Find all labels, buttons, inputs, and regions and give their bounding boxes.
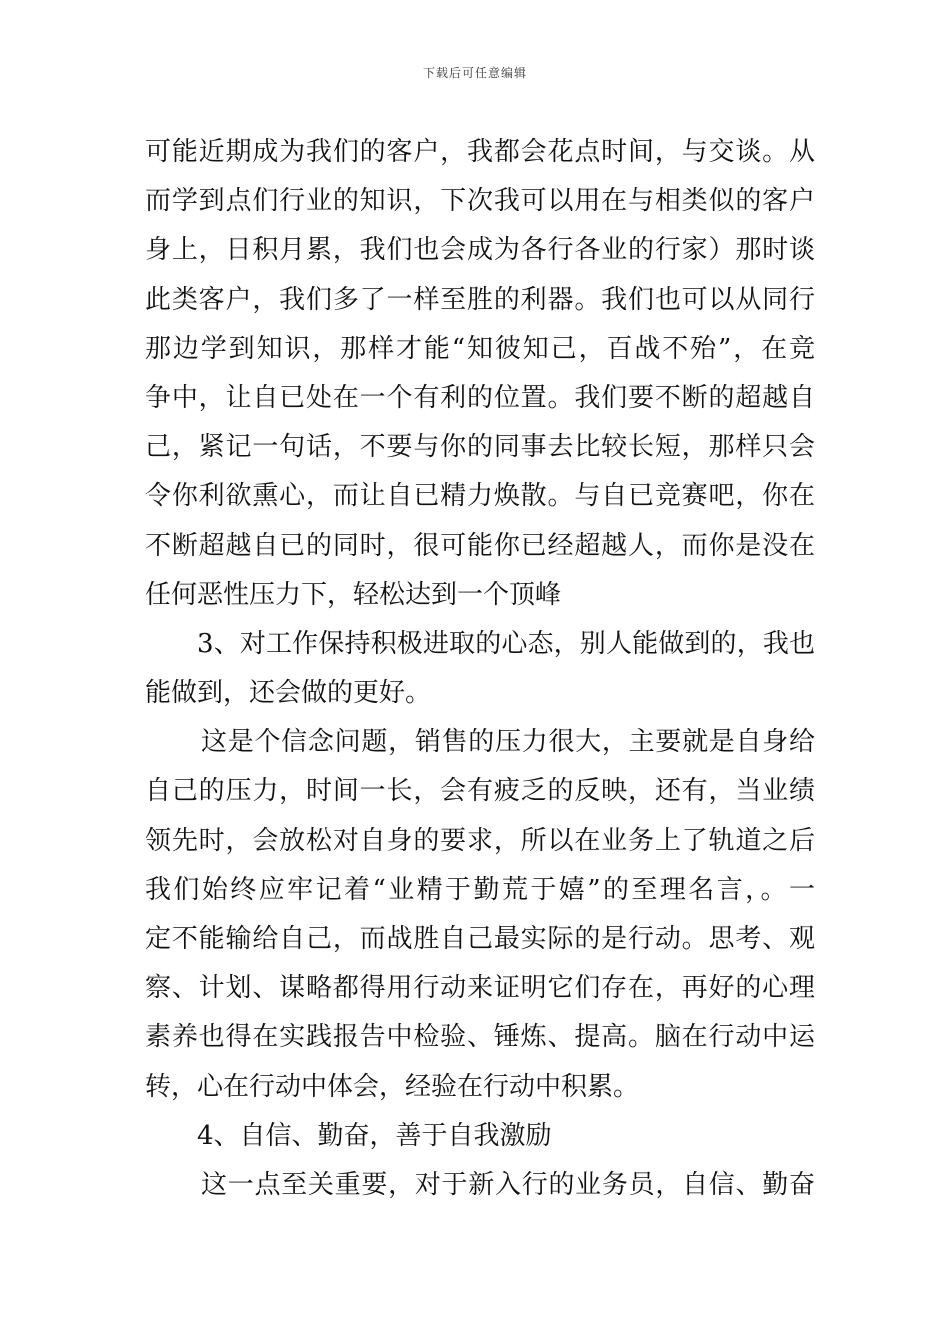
text-line: 自己的压力，时间一长，会有疲乏的反映，还有，当业绩 — [145, 776, 815, 807]
paragraph-belief — [145, 718, 815, 1112]
text-line: 定不能输给自己，而战胜自己最实际的是行动。思考、观 — [145, 924, 815, 954]
text-line: 转，心在行动中体会，经验在行动中积累。 — [145, 1071, 640, 1102]
section-heading-3 — [145, 620, 815, 718]
text-line: 素养也得在实践报告中检验、锤炼、提高。脑在行动中运 — [145, 1022, 815, 1053]
text-line: 这一点至关重要，对于新入行的业务员，自信、勤奋 — [201, 1169, 815, 1200]
paragraph-confidence — [145, 1161, 815, 1210]
text-line: 3、对工作保持积极进取的心态，别人能做到的，我也 — [197, 628, 815, 659]
text-line: 不断超越自已的同时，很可能你已经超越人，而你是没在 — [145, 530, 815, 561]
text-line: 那边学到知识，那样才能“知彼知己，百战不殆”，在竞 — [145, 333, 815, 364]
paragraph-customer-learning — [145, 128, 815, 620]
text-line: 而学到点们行业的知识，下次我可以用在与相类似的客户 — [145, 186, 815, 217]
text-line: 能做到，还会做的更好。 — [145, 678, 432, 709]
text-line: 4、自信、勤奋，善于自我激励 — [197, 1120, 552, 1151]
document-body — [145, 128, 815, 1210]
text-line: 争中，让自已处在一个有利的位置。我们要不断的超越自 — [145, 382, 815, 413]
text-line: 我们始终应牢记着“业精于勤荒于嬉”的至理名言，。一 — [145, 874, 815, 905]
page-header: 下载后可任意编辑 — [422, 66, 527, 80]
text-line: 任何恶性压力下，轻松达到一个顶峰 — [145, 579, 562, 610]
section-heading-4 — [145, 1112, 815, 1161]
text-line: 察、计划、谋略都得用行动来证明它们存在，再好的心理 — [145, 973, 815, 1004]
text-line: 可能近期成为我们的客户，我都会花点时间，与交谈。从 — [145, 137, 815, 167]
text-line: 己，紧记一句话，不要与你的同事去比较长短，那样只会 — [145, 432, 815, 463]
text-line: 此类客户，我们多了一样至胜的利器。我们也可以从同行 — [145, 284, 815, 315]
text-line: 令你利欲熏心，而让自已精力焕散。与自已竞赛吧，你在 — [145, 481, 815, 512]
text-line: 领先时，会放松对自身的要求，所以在业务上了轨道之后 — [145, 825, 815, 856]
text-line: 这是个信念问题，销售的压力很大，主要就是自身给 — [201, 727, 815, 758]
text-line: 身上，日积月累，我们也会成为各行各业的行家）那时谈 — [145, 235, 815, 266]
